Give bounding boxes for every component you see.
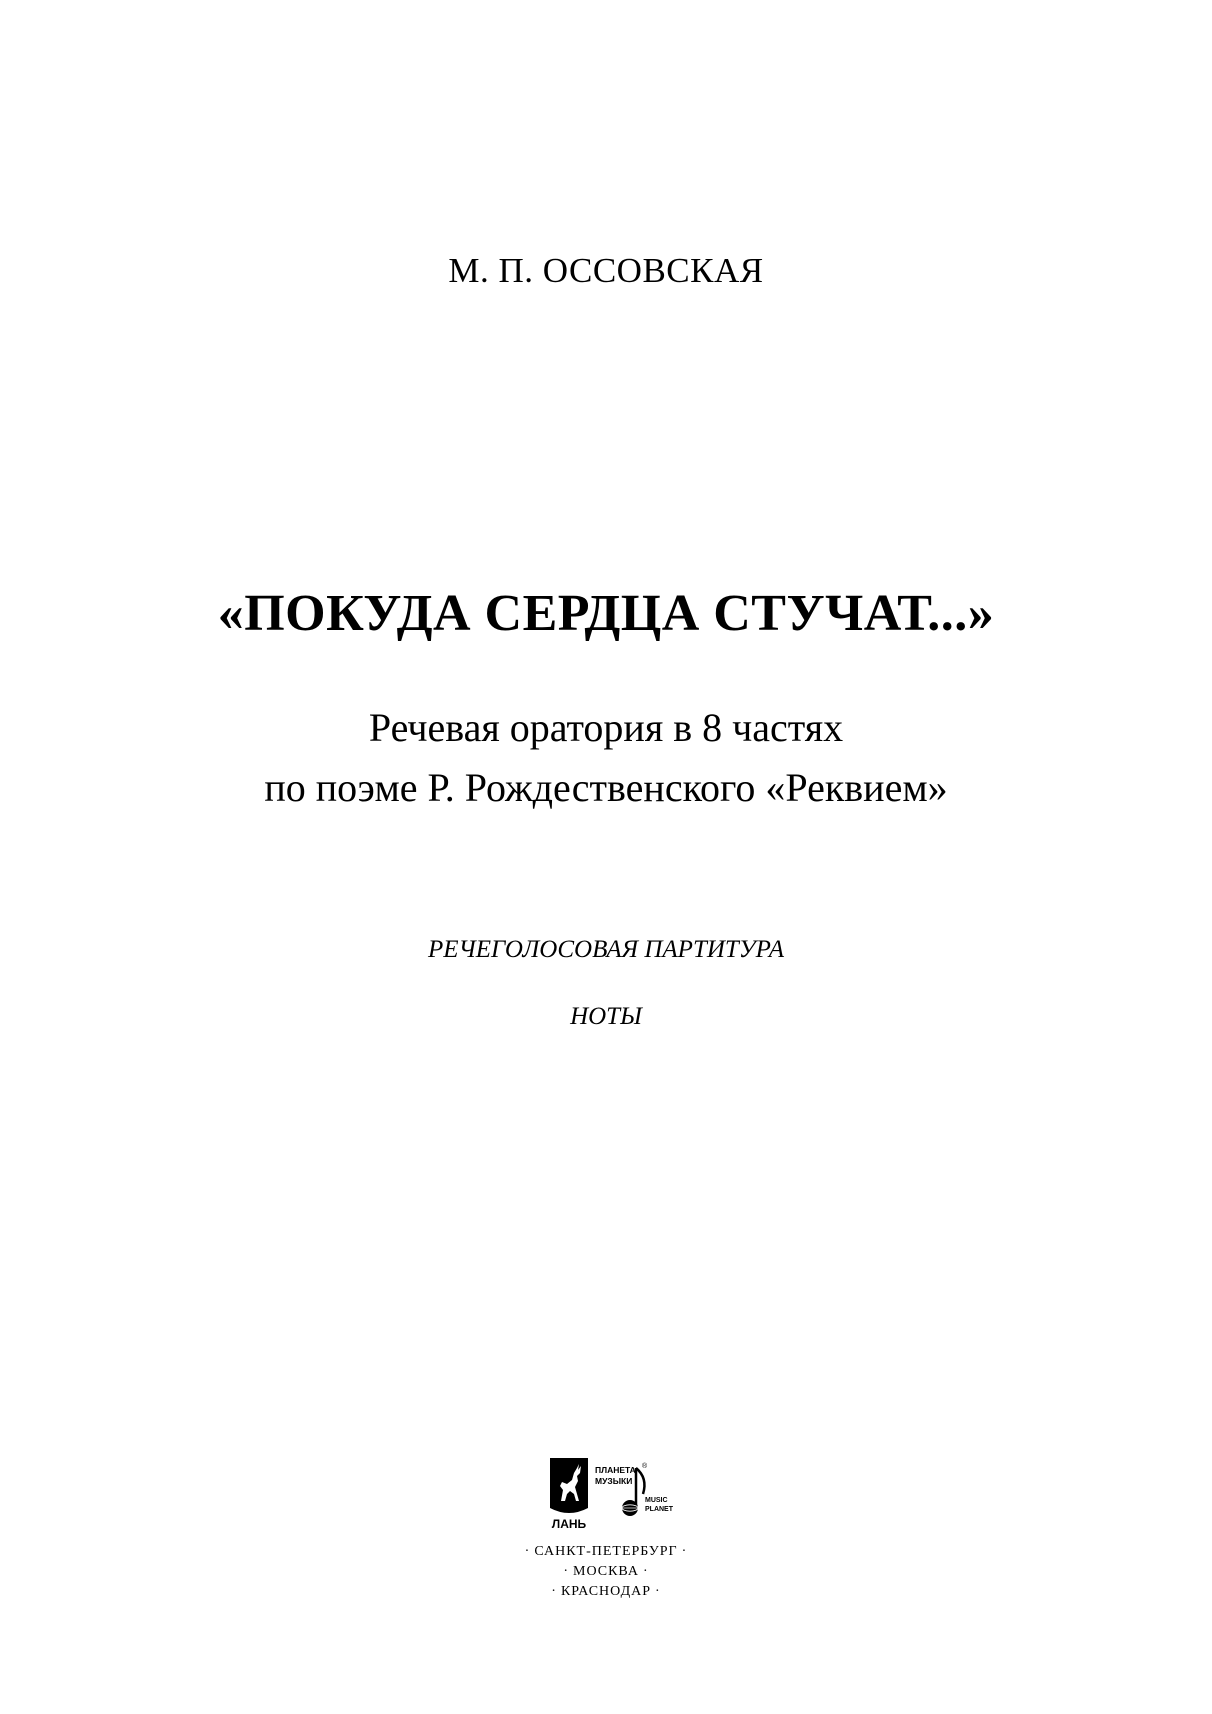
planet-logo-line-1: ПЛАНЕТА bbox=[595, 1465, 636, 1475]
publisher-logo bbox=[548, 1456, 698, 1534]
city-line-2: · МОСКВА · bbox=[563, 1564, 649, 1579]
city-krasnodar: КРАСНОДАР bbox=[560, 1584, 652, 1599]
city-line-1: · САНКТ-ПЕТЕРБУРГ · bbox=[524, 1544, 688, 1559]
subtitle-line-1: Речевая оратория в 8 частях bbox=[368, 705, 844, 750]
registered-mark: ® bbox=[642, 1463, 648, 1470]
lan-logo-text: ЛАНЬ bbox=[551, 1517, 587, 1531]
lan-deer-icon bbox=[550, 1458, 588, 1513]
notes-label: НОТЫ bbox=[570, 1003, 642, 1030]
author-name: М. П. ОССОВСКАЯ bbox=[448, 251, 764, 290]
music-logo-line-2: PLANET bbox=[645, 1506, 673, 1513]
subtitle-line-2: по поэме Р. Рождественского «Реквием» bbox=[264, 765, 948, 810]
planet-logo-line-2: МУЗЫКИ bbox=[595, 1476, 633, 1486]
book-title: «ПОКУДА СЕРДЦА СТУЧАТ...» bbox=[217, 585, 995, 642]
city-line-3: · КРАСНОДАР · bbox=[551, 1584, 661, 1599]
city-saint-petersburg: САНКТ-ПЕТЕРБУРГ bbox=[534, 1544, 678, 1559]
city-moscow: МОСКВА bbox=[573, 1564, 639, 1579]
score-type: РЕЧЕГОЛОСОВАЯ ПАРТИТУРА bbox=[428, 936, 784, 963]
music-logo-line-1: MUSIC bbox=[645, 1497, 668, 1504]
